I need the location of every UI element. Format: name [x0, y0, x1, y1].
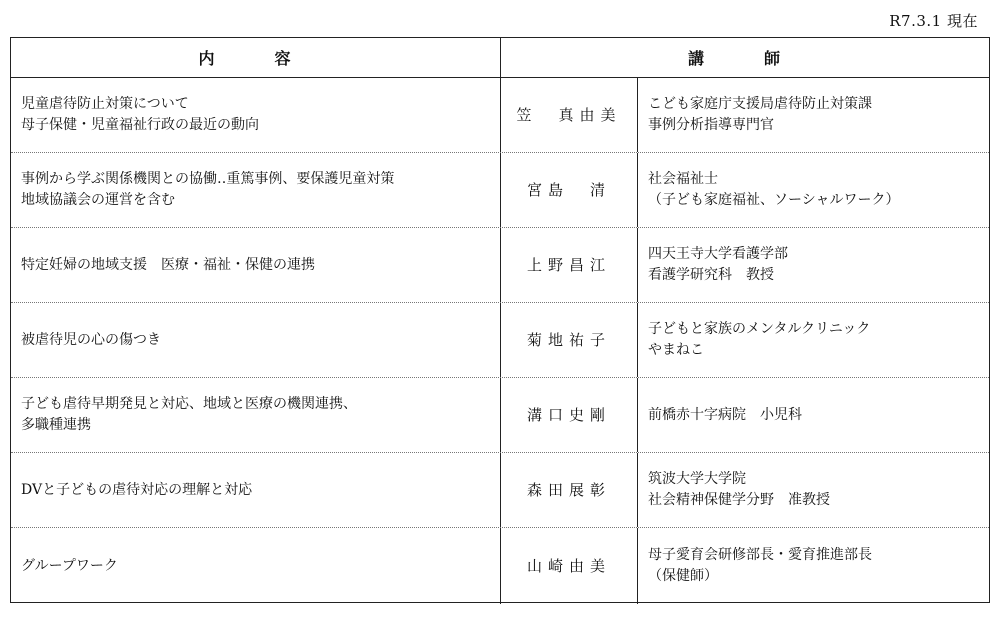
lecturer-name: 菊地祐子 [501, 303, 638, 377]
topic-line: 子ども虐待早期発見と対応、地域と医療の機関連携、 [21, 396, 357, 412]
lecturer-name: 上野昌江 [501, 228, 638, 302]
affiliation-cell [638, 153, 989, 227]
lecturer-name: 森田展彰 [501, 453, 638, 527]
table-row [11, 153, 989, 228]
lecturer-name: 山崎由美 [501, 528, 638, 604]
affiliation-cell [638, 303, 989, 377]
affiliation-line: 社会福祉士 [648, 171, 718, 187]
affiliation-line: （保健師） [648, 568, 718, 584]
affiliation-cell [638, 453, 989, 527]
affiliation-line: （子ども家庭福祉、ソーシャルワーク） [648, 192, 900, 208]
lecturer-name: 宮島 清 [501, 153, 638, 227]
affiliation-line: 子どもと家族のメンタルクリニック [648, 321, 871, 337]
table-row [11, 453, 989, 528]
table-row [11, 378, 989, 453]
table-header [11, 38, 989, 78]
topic-cell [11, 453, 501, 527]
topic-line: 多職種連携 [21, 417, 91, 433]
table-row [11, 303, 989, 378]
topic-line: 特定妊婦の地域支援 医療・福祉・保健の連携 [21, 256, 315, 273]
table-row [11, 528, 989, 604]
affiliation-cell [638, 78, 989, 152]
topic-cell [11, 378, 501, 452]
table-row [11, 228, 989, 303]
lecturer-column-header: 講 師 [687, 49, 802, 68]
topic-cell [11, 153, 501, 227]
topic-cell [11, 78, 501, 152]
affiliation-line: 筑波大学大学院 [648, 471, 746, 487]
affiliation-line: こども家庭庁支援局虐待防止対策課 [648, 96, 872, 112]
affiliation-line: 四天王寺大学看護学部 [648, 246, 788, 262]
date-note: R7.3.1 現在 [889, 12, 978, 30]
affiliation-line: 前橋赤十字病院 小児科 [648, 406, 802, 423]
affiliation-cell [638, 228, 989, 302]
content-column-header: 内 容 [11, 38, 501, 77]
topic-line: 事例から学ぶ関係機関との協働‥重篤事例、要保護児童対策 [21, 171, 395, 187]
topic-line: グループワーク [21, 557, 118, 574]
affiliation-cell [638, 528, 989, 604]
affiliation-line: 看護学研究科 教授 [648, 267, 774, 283]
topic-cell [11, 303, 501, 377]
topic-line: 児童虐待防止対策について [21, 96, 189, 112]
affiliation-line: 事例分析指導専門官 [648, 117, 774, 133]
affiliation-line: やまねこ [648, 342, 704, 358]
affiliation-line: 社会精神保健学分野 准教授 [648, 492, 830, 508]
affiliation-cell [638, 378, 989, 452]
lecture-schedule-table [10, 37, 990, 603]
topic-cell [11, 528, 501, 604]
topic-line: 地域協議会の運営を含む [21, 192, 175, 208]
topic-line: DVと子どもの虐待対応の理解と対応 [21, 481, 253, 498]
topic-cell [11, 228, 501, 302]
lecturer-name: 溝口史剛 [501, 378, 638, 452]
topic-line: 被虐待児の心の傷つき [21, 331, 161, 348]
table-row [11, 78, 989, 153]
affiliation-line: 母子愛育会研修部長・愛育推進部長 [648, 547, 872, 563]
topic-line: 母子保健・児童福祉行政の最近の動向 [21, 117, 259, 133]
lecturer-name: 笠 真由美 [501, 78, 638, 152]
